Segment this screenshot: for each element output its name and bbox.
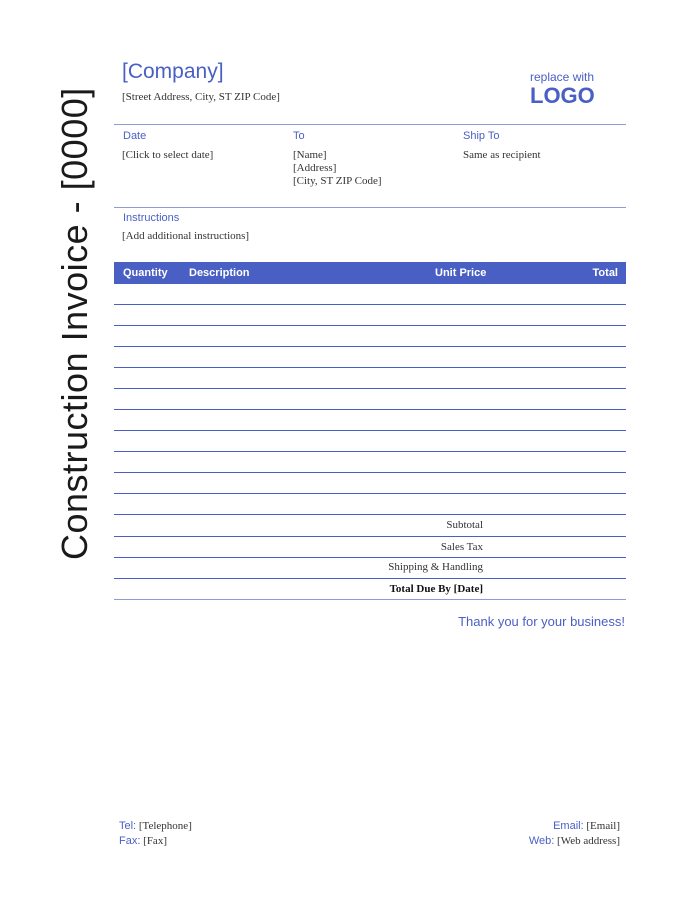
to-city[interactable]: [City, ST ZIP Code] bbox=[293, 175, 382, 187]
logo-small-text: replace with bbox=[530, 70, 595, 84]
table-row[interactable] bbox=[114, 409, 626, 410]
table-row[interactable] bbox=[114, 430, 626, 431]
web-value[interactable]: [Web address] bbox=[557, 835, 620, 847]
instructions-label: Instructions bbox=[123, 212, 180, 224]
table-row[interactable] bbox=[114, 514, 626, 515]
tel-label: Tel: bbox=[119, 820, 137, 832]
email-value[interactable]: [Email] bbox=[586, 820, 620, 832]
footer-email bbox=[553, 820, 620, 832]
table-row[interactable] bbox=[114, 388, 626, 389]
shipto-label: Ship To bbox=[463, 130, 500, 142]
shipto-value[interactable]: Same as recipient bbox=[463, 149, 541, 161]
tel-value[interactable]: [Telephone] bbox=[138, 820, 192, 832]
to-name[interactable]: [Name] bbox=[293, 149, 327, 161]
table-row[interactable] bbox=[114, 367, 626, 368]
to-label: To bbox=[293, 130, 305, 142]
table-row bbox=[114, 536, 626, 537]
table-row[interactable] bbox=[114, 304, 626, 305]
header-description: Description bbox=[189, 267, 250, 279]
fax-label: Fax: bbox=[119, 835, 141, 847]
footer-web bbox=[529, 835, 620, 847]
sales-tax-label: Sales Tax bbox=[440, 541, 483, 553]
table-row[interactable] bbox=[114, 451, 626, 452]
total-due-label: Total Due By [Date] bbox=[389, 583, 483, 595]
fax-value[interactable]: [Fax] bbox=[143, 835, 167, 847]
table-row bbox=[114, 578, 626, 579]
date-label: Date bbox=[123, 130, 147, 142]
logo-big-text: LOGO bbox=[530, 83, 595, 108]
web-label: Web: bbox=[528, 835, 555, 847]
table-row bbox=[114, 557, 626, 558]
logo-placeholder[interactable] bbox=[530, 70, 595, 108]
instructions-value[interactable]: [Add additional instructions] bbox=[122, 230, 250, 242]
date-value[interactable]: [Click to select date] bbox=[122, 149, 214, 161]
table-row[interactable] bbox=[114, 472, 626, 473]
divider bbox=[114, 207, 626, 208]
email-label: Email: bbox=[553, 820, 584, 832]
footer-telephone bbox=[119, 820, 192, 832]
table-row[interactable] bbox=[114, 493, 626, 494]
table-header bbox=[114, 262, 626, 284]
company-name[interactable]: [Company] bbox=[122, 60, 224, 83]
table-row[interactable] bbox=[114, 346, 626, 347]
thank-you-message: Thank you for your business! bbox=[458, 614, 625, 629]
company-address[interactable]: [Street Address, City, ST ZIP Code] bbox=[122, 91, 280, 103]
header-quantity: Quantity bbox=[123, 267, 168, 279]
invoice-title: Construction Invoice - [0000] bbox=[54, 87, 95, 560]
header-unit-price: Unit Price bbox=[435, 267, 487, 279]
header-total: Total bbox=[592, 267, 618, 279]
divider bbox=[114, 124, 626, 125]
footer-fax bbox=[119, 835, 167, 847]
table-row[interactable] bbox=[114, 325, 626, 326]
table-row bbox=[114, 599, 626, 600]
subtotal-label: Subtotal bbox=[446, 519, 483, 531]
to-address[interactable]: [Address] bbox=[293, 162, 337, 174]
shipping-label: Shipping & Handling bbox=[388, 561, 483, 573]
